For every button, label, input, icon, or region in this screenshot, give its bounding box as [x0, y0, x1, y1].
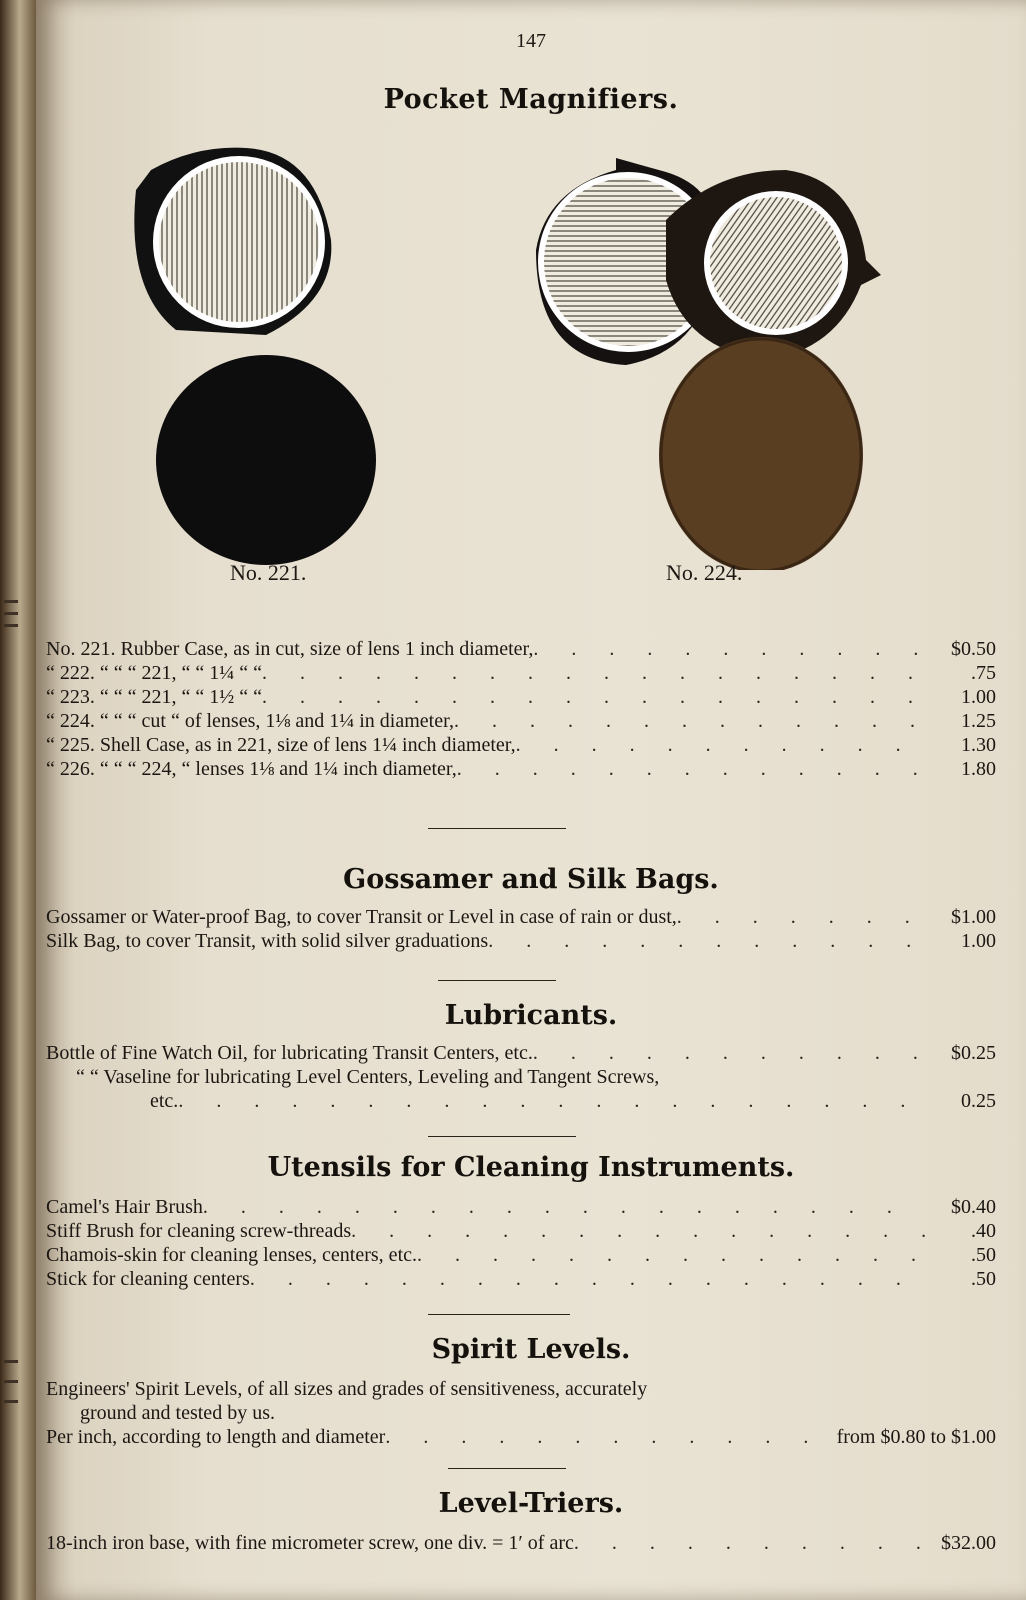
item-description: Engineers' Spirit Levels, of all sizes and grades of sensitiveness, accurately — [46, 1378, 648, 1400]
book-spine — [0, 0, 36, 1600]
section-title-utensils: Utensils for Cleaning Instruments. — [267, 1152, 795, 1183]
section-divider — [428, 1136, 576, 1137]
price-row — [46, 1532, 996, 1558]
section-title-spirit-levels: Spirit Levels. — [431, 1334, 631, 1365]
item-description: Bottle of Fine Watch Oil, for lubricating Transit Centers, etc. — [46, 1042, 533, 1064]
leader-dots — [203, 1196, 926, 1219]
item-description: Stick for cleaning centers — [46, 1268, 250, 1290]
leader-dots — [417, 1244, 926, 1267]
leader-dots — [351, 1220, 926, 1243]
section-title-lubricants: Lubricants. — [444, 1000, 618, 1031]
figure-label-221: No. 221. — [230, 560, 307, 585]
item-description: “ 223. “ “ “ 221, “ “ 1½ “ “ — [46, 686, 263, 708]
leader-dots — [574, 1532, 926, 1555]
leader-dots — [533, 638, 926, 661]
leader-dots — [385, 1426, 836, 1449]
item-price: 1.30 — [961, 734, 996, 756]
leader-dots — [488, 930, 926, 953]
text-line — [80, 1402, 996, 1428]
section-divider — [428, 1314, 570, 1315]
item-description: “ 225. Shell Case, as in 221, size of lens 1¼ inch diameter, — [46, 734, 516, 756]
item-description: ground and tested by us. — [80, 1402, 275, 1424]
item-price: .50 — [971, 1268, 996, 1290]
section-divider — [448, 1468, 566, 1469]
price-row — [46, 686, 996, 712]
price-row — [46, 1426, 996, 1452]
item-price: .50 — [971, 1244, 996, 1266]
section-title-level-triers: Level-Triers. — [438, 1488, 624, 1519]
magnifier-224-illustration — [516, 150, 896, 570]
section-title-gossamer: Gossamer and Silk Bags. — [343, 864, 719, 895]
price-row — [46, 638, 996, 664]
item-description: “ 222. “ “ “ 221, “ “ 1¼ “ “ — [46, 662, 263, 684]
price-row — [150, 1090, 996, 1116]
item-description: 18-inch iron base, with fine micrometer screw, one div. = 1′ of arc — [46, 1532, 574, 1554]
price-row — [46, 1220, 996, 1246]
item-description: etc. — [150, 1090, 179, 1112]
item-price: 1.80 — [961, 758, 996, 780]
item-price: $0.25 — [951, 1042, 996, 1064]
leader-dots — [262, 662, 926, 685]
leader-dots — [516, 734, 926, 757]
item-price: .40 — [971, 1220, 996, 1242]
item-description: Chamois-skin for cleaning lenses, centers, etc. — [46, 1244, 417, 1266]
item-description: No. 221. Rubber Case, as in cut, size of lens 1 inch diameter, — [46, 638, 534, 660]
price-row — [46, 662, 996, 688]
item-description: Silk Bag, to cover Transit, with solid silver graduations — [46, 930, 489, 952]
item-price: from $0.80 to $1.00 — [836, 1426, 996, 1448]
item-description: “ 226. “ “ “ 224, “ lenses 1⅛ and 1¼ inch diameter, — [46, 758, 457, 780]
item-price: $1.00 — [951, 906, 996, 928]
figure-label-224: No. 224. — [666, 560, 743, 585]
price-row — [46, 906, 996, 932]
item-price: $0.40 — [951, 1196, 996, 1218]
item-description: Per inch, according to length and diameter — [46, 1426, 386, 1448]
price-row — [46, 1244, 996, 1270]
item-description: Camel's Hair Brush — [46, 1196, 203, 1218]
price-row — [46, 734, 996, 760]
price-row — [46, 930, 996, 956]
item-description: “ 224. “ “ “ cut “ of lenses, 1⅛ and 1¼ in diameter, — [46, 710, 454, 732]
item-description: “ “ Vaseline for lubricating Level Centers, Leveling and Tangent Screws, — [76, 1066, 660, 1088]
leader-dots — [262, 686, 926, 709]
price-row — [46, 758, 996, 784]
page-number: 147 — [516, 30, 546, 52]
text-line — [46, 1378, 996, 1404]
price-row — [46, 710, 996, 736]
price-row — [46, 1042, 996, 1068]
leader-dots — [178, 1090, 926, 1113]
item-price: $32.00 — [941, 1532, 996, 1554]
section-divider — [428, 828, 566, 829]
item-price: $0.50 — [951, 638, 996, 660]
item-description: Gossamer or Water-proof Bag, to cover Transit or Level in case of rain or dust, — [46, 906, 677, 928]
leader-dots — [677, 906, 926, 929]
item-price: 1.25 — [961, 710, 996, 732]
item-price: .75 — [971, 662, 996, 684]
magnifier-221-illustration — [116, 140, 416, 570]
price-row — [76, 1066, 996, 1092]
leader-dots — [533, 1042, 926, 1065]
leader-dots — [454, 710, 926, 733]
price-row — [46, 1196, 996, 1222]
item-description: Stiff Brush for cleaning screw-threads — [46, 1220, 352, 1242]
section-divider — [438, 980, 556, 981]
item-price: 1.00 — [961, 930, 996, 952]
catalog-page — [36, 0, 1026, 1600]
item-price: 0.25 — [961, 1090, 996, 1112]
section-title-pocket-magnifiers: Pocket Magnifiers. — [383, 84, 679, 115]
price-row — [46, 1268, 996, 1294]
leader-dots — [250, 1268, 926, 1291]
item-price: 1.00 — [961, 686, 996, 708]
leader-dots — [457, 758, 926, 781]
